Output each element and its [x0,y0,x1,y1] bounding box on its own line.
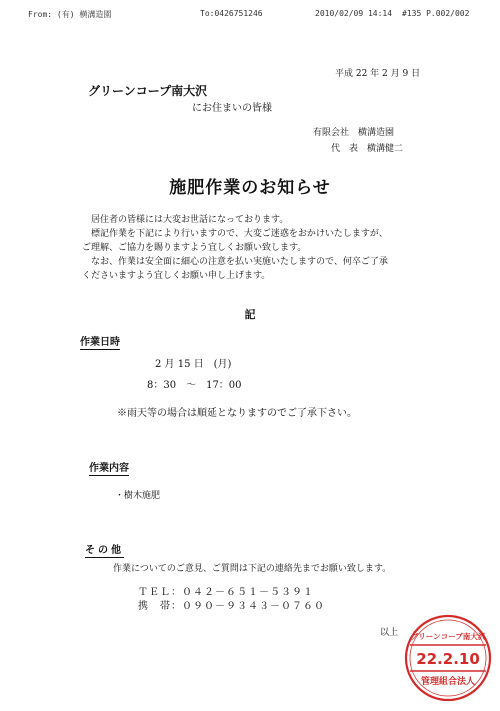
seal-stamp [404,614,492,702]
recipient-name: グリーンコープ南大沢 [88,84,208,98]
body-line: くださいますよう宜しくお願い申し上げます。 [82,271,271,281]
body-line: なお、作業は安全面に細心の注意を払い実施いたしますので、何卒ご了承 [82,257,388,267]
rain-note: ※雨天等の場合は順延となりますのでご了承下さい。 [117,408,357,419]
body-line: 標記作業を下記により行いますので、大変ご迷惑をおかけいたしますが、 [82,229,388,239]
sender-company: 有限会社 横溝造園 [313,128,395,138]
fax-page-number: #135 P.002/002 [402,9,470,18]
other-heading: その他 [85,541,124,558]
stamp-line-3: 管理組合法人 [420,677,476,687]
ki-heading: 記 [244,308,256,321]
fax-recipient-number: To:0426751246 [200,9,263,18]
stamp-line-2: 22.2.10 [416,650,480,668]
fax-datetime: 2010/02/09 14:14 [315,9,393,18]
other-text: 作業についてのご意見、ご質問は下記の連絡先までお願い致します。 [113,564,392,574]
document-date: 平成 22 年 2 月 9 日 [335,69,421,79]
fax-sender: From: (有) 横溝造園 [28,10,112,19]
work-content-item: ・樹木施肥 [115,491,161,501]
work-date-value: 2 月 15 日 (月) [155,359,232,370]
contact-tel: ＴＥＬ：０４２－６５１－５３９１ [138,587,314,598]
work-date-heading: 作業日時 [80,333,120,350]
stamp-line-1: グリーンコープ南大沢 [410,632,486,641]
work-content-heading: 作業内容 [89,459,129,476]
body-line: 居住者の皆様には大変お世話になっております。 [82,215,289,225]
closing-text: 以上 [380,628,399,638]
contact-mobile: 携 帯：０９０－９３４３－０７６０ [138,601,325,612]
body-line: ご理解、ご協力を賜りますよう宜しくお願い致します。 [82,243,307,253]
sender-representative: 代 表 横溝健二 [331,144,404,154]
document-title: 施肥作業のお知らせ [169,178,331,198]
work-time-value: 8：30 ～ 17：00 [147,380,242,391]
body-paragraph [82,213,388,283]
recipient-sub: にお住まいの皆様 [192,103,272,114]
